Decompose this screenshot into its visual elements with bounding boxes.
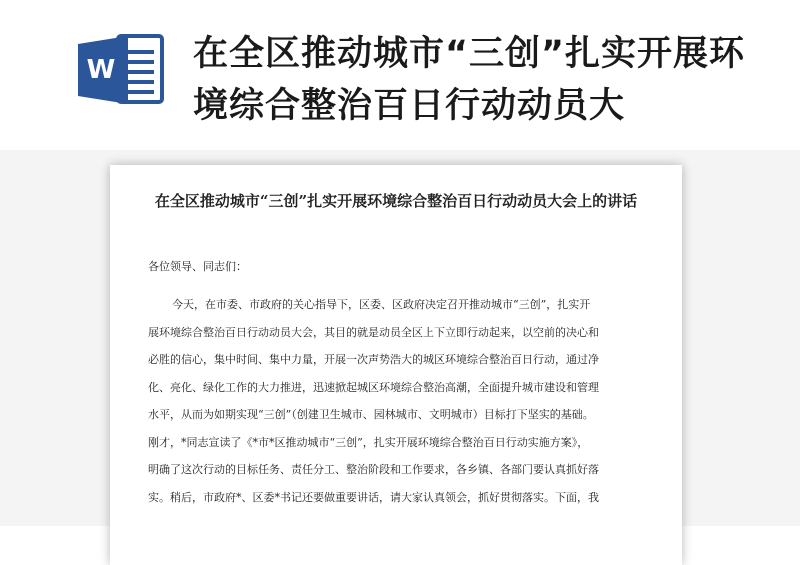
- document-body: [148, 291, 648, 511]
- word-logo-letter: W: [86, 55, 116, 85]
- document-greeting: 各位领导、同志们：: [148, 260, 247, 273]
- top-banner: [0, 0, 800, 150]
- body-line: 实。稍后，市政府*、区委*书记还要做重要讲话，请大家认真领会，抓好贯彻落实。下面，我: [148, 490, 599, 504]
- body-line: 刚才，*同志宣读了《*市*区推动城市“三创”，扎实开展环境综合整治百日行动实施方案》，: [148, 435, 589, 449]
- document-page: [110, 165, 682, 565]
- word-document-icon: [78, 34, 168, 106]
- banner-title: 在全区推动城市“三创”扎实开展环境综合整治百日行动动员大: [193, 34, 746, 126]
- body-line: 化、亮化、绿化工作的大力推进，迅速掀起城区环境综合整治高潮，全面提升城市建设和管理: [148, 380, 599, 394]
- body-line: 水平，从而为如期实现“三创”（创建卫生城市、园林城市、文明城市）目标打下坚实的基础。: [148, 408, 594, 421]
- body-line: 必胜的信心，集中时间、集中力量，开展一次声势浩大的城区环境综合整治百日行动，通过净: [148, 353, 599, 366]
- body-line: 今天，在市委、市政府的关心指导下，区委、区政府决定召开推动城市“三创”，扎实开: [172, 298, 591, 311]
- document-title: 在全区推动城市“三创”扎实开展环境综合整治百日行动动员大会上的讲话: [154, 192, 638, 210]
- body-line: 明确了这次行动的目标任务、责任分工、整治阶段和工作要求，各乡镇、各部门要认真抓好落: [148, 463, 599, 476]
- body-line: 展环境综合整治百日行动动员大会，其目的就是动员全区上下立即行动起来，以空前的决心和: [148, 325, 599, 339]
